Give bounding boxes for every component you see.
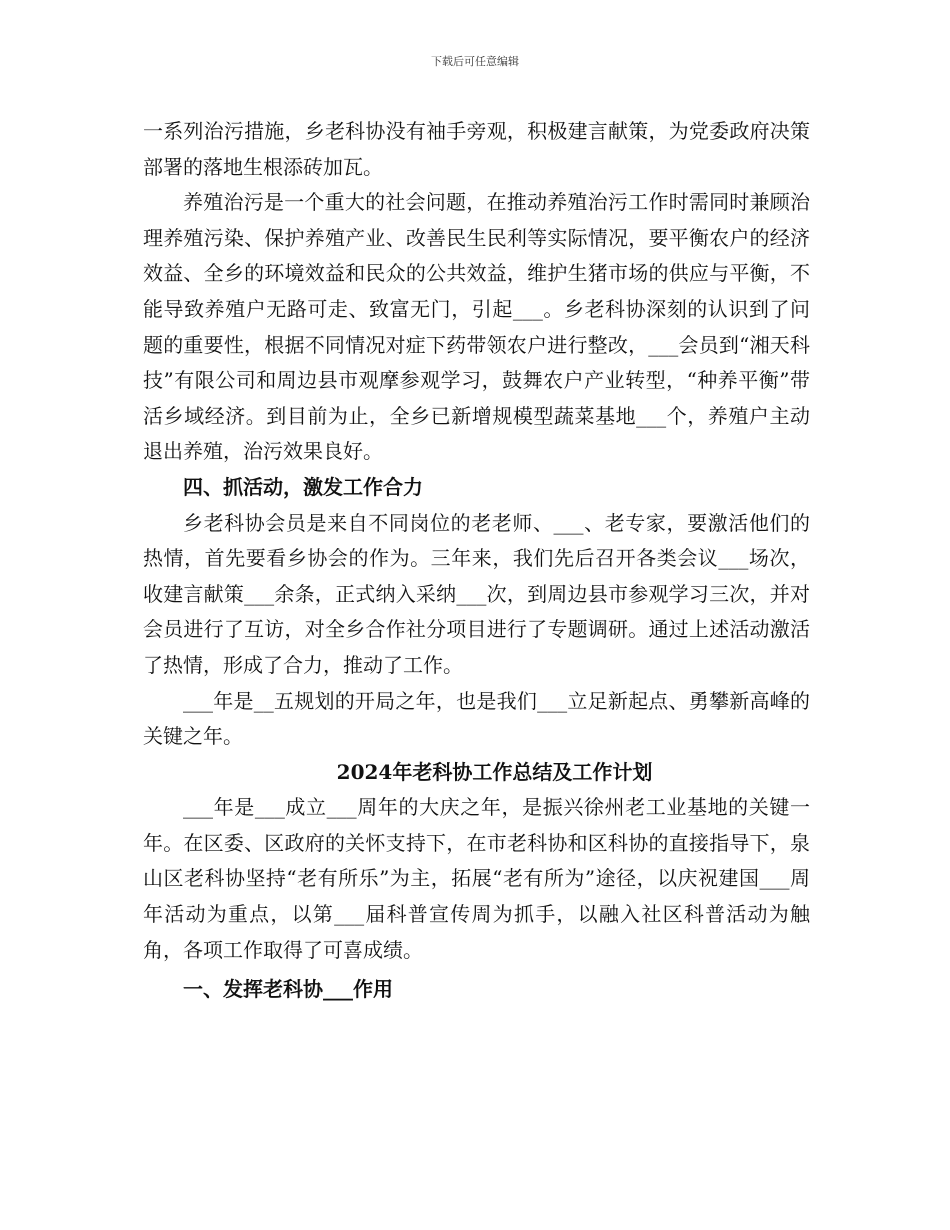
paragraph-pollution-control: 养殖治污是一个重大的社会问题，在推动养殖治污工作时需同时兼顾治理养殖污染、保护养殖产业、改善民生民利等实际情况，要平衡农户的经济效益、全乡的环境效益和民众的公共效益，维护生猪市场的供应与平衡，不能导致养殖户无路可走、致富无门，引起___。乡老科协深刻的认识到了问题的重要性，根据不同情况对症下药带领农户进行整改，___会员到“湘天科技”有限公司和周边县市观摩参观学习，鼓舞农户产业转型，“种养平衡”带活乡域经济。到目前为止，全乡已新增规模型蔬菜基地___个，养殖户主动退出养殖，治污效果良好。 [143, 190, 810, 464]
section-heading-role: 一、发挥老科协___作用 [183, 977, 393, 1002]
paragraph-continuation: 一系列治污措施，乡老科协没有袖手旁观，积极建言献策，为党委政府决策部署的落地生根添砖加瓦。 [143, 119, 810, 179]
paragraph-anniversary: ___年是___成立___周年的大庆之年，是振兴徐州老工业基地的关键一年。在区委、区政府的关怀支持下，在市老科协和区科协的直接指导下，泉山区老科协坚持“老有所乐”为主，拓展“老有所为”途径，以庆祝建国___周年活动为重点，以第___届科普宣传周为抓手，以融入社区科普活动为触角，各项工作取得了可喜成绩。 [143, 795, 810, 962]
section-heading-activities: 四、抓活动，激发工作合力 [183, 474, 423, 499]
document-body [143, 114, 810, 1008]
page-header: 下载后可任意编辑 [431, 55, 519, 68]
paragraph-key-year: ___年是__五规划的开局之年，也是我们___立足新起点、勇攀新高峰的关键之年。 [143, 688, 810, 749]
paragraph-activities: 乡老科协会员是来自不同岗位的老老师、___、老专家，要激活他们的热情，首先要看乡协会的作为。三年来，我们先后召开各类会议___场次，收建言献策___余条，正式纳入采纳___次，到周边县市参观学习三次，并对会员进行了互访，对全乡合作社分项目进行了专题调研。通过上述活动激活了热情，形成了合力，推动了工作。 [143, 510, 810, 677]
document-title: 2024年老科协工作总结及工作计划 [336, 759, 653, 784]
